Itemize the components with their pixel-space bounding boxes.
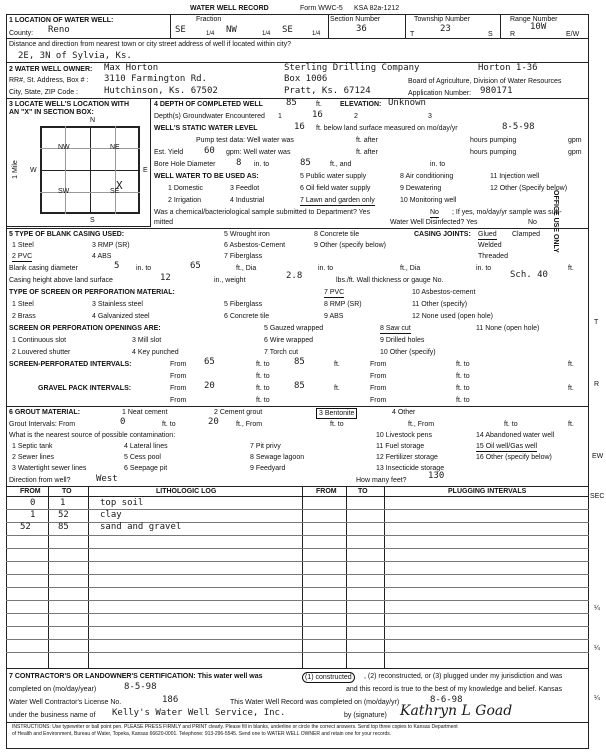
- log-row-to: 85: [58, 522, 69, 532]
- margin-r: R: [594, 381, 600, 388]
- margin-ew: EW: [592, 453, 604, 460]
- well-name: Horton 1-36: [478, 63, 538, 73]
- screen-2: 2 Brass: [12, 313, 36, 320]
- casing-1: 1 Steel: [12, 242, 34, 249]
- screen-intervals-label: SCREEN-PERFORATED INTERVALS:: [9, 361, 132, 368]
- sp-from-label-2: From: [370, 361, 387, 368]
- casing-2-selected: 2 PVC: [12, 253, 33, 260]
- openings-label: SCREEN OR PERFORATION OPENINGS ARE:: [9, 325, 161, 332]
- feet-label: How many feet?: [356, 477, 407, 484]
- application-label: Application Number:: [408, 90, 472, 97]
- fraction-2: NW: [226, 25, 237, 35]
- gw3-index: 3: [428, 113, 432, 120]
- record-completed-label: This Water Well Record was completed on (mo/day/yr): [230, 699, 400, 706]
- gp-ft-2: ft.: [568, 385, 574, 392]
- log-to-header: TO: [62, 488, 72, 495]
- gauge-value: Sch. 40: [510, 270, 548, 280]
- distance-label: Distance and direction from nearest town or city street address of well if located within city?: [9, 41, 292, 48]
- casing-in-to-2: in. to: [318, 265, 334, 272]
- grout-ft-from-2: ft., From: [408, 421, 435, 428]
- contam-14: 14 Abandoned water well: [476, 432, 555, 439]
- screen-7-selected: 7 PVC: [324, 289, 345, 296]
- sp-from-label: From: [170, 361, 187, 368]
- contamination-label: What is the nearest source of possible contamination:: [9, 432, 176, 439]
- contam-5: 5 Cess pool: [124, 454, 161, 461]
- pump-test-label: Pump test data: Well water was: [196, 137, 294, 144]
- section5-label: 5 TYPE OF BLANK CASING USED:: [9, 231, 125, 238]
- record-completed-date: 8-6-98: [430, 695, 463, 705]
- use-label: WELL WATER TO BE USED AS:: [154, 173, 259, 180]
- grout-ft: ft.: [568, 421, 574, 428]
- constructed-selected: (1) constructed: [302, 672, 355, 683]
- contam-9: 9 Feedyard: [250, 465, 286, 472]
- margin-quarter-3: ¼: [594, 695, 600, 702]
- completed-label: completed on (mo/day/year): [9, 686, 97, 693]
- screen-8: 8 RMP (SR): [324, 301, 362, 308]
- gp2-to-label-2: ft. to: [456, 397, 470, 404]
- gw1-index: 1: [278, 113, 282, 120]
- casing-dia-to: 65: [190, 261, 201, 271]
- chem-rest: ; If yes, mo/day/yr sample was sub-: [452, 209, 562, 216]
- joint-welded: Welded: [478, 242, 502, 249]
- quad-sw: SW: [58, 188, 70, 195]
- depth-ft: ft.: [316, 101, 322, 108]
- screen-12: 12 None used (open hole): [412, 313, 493, 320]
- grout-from: 0: [120, 417, 126, 427]
- log-row-from: 0: [30, 498, 36, 508]
- disinfected-no: No: [528, 219, 537, 226]
- opening-1: 1 Continuous slot: [12, 337, 67, 344]
- quarter-2: 1/4: [262, 31, 271, 37]
- contam-1: 1 Septic tank: [12, 443, 53, 450]
- owner-address: 3110 Farmington Rd.: [104, 74, 207, 84]
- casing-in-to-3: in. to: [476, 265, 492, 272]
- casing-9: 9 Other (specify below): [314, 242, 386, 249]
- plug-to-header: TO: [358, 488, 368, 495]
- screen-4: 4 Galvanized steel: [92, 313, 150, 320]
- use-7-selected: 7 Lawn and garden only: [300, 197, 375, 204]
- sp2-from-label-2: From: [370, 373, 387, 380]
- gp-from-label: From: [170, 385, 187, 392]
- certification-label: 7 CONTRACTOR'S OR LANDOWNER'S CERTIFICATION: This water well was: [9, 673, 263, 680]
- opening-11: 11 None (open hole): [476, 325, 540, 332]
- log-row-desc: top soil: [100, 498, 144, 508]
- pump-gpm: gpm: [568, 137, 582, 144]
- distance-value: 2E, 3N of Sylvia, Ks.: [18, 51, 132, 61]
- use-2: 2 Irrigation: [168, 197, 202, 204]
- direction-value: West: [96, 474, 118, 484]
- owner-name: Max Horton: [104, 63, 159, 73]
- joint-clamped: Clamped: [512, 231, 541, 238]
- gp2-from-label-2: From: [370, 397, 387, 404]
- fraction-3: SE: [282, 25, 293, 35]
- depth-label: 4 DEPTH OF COMPLETED WELL: [154, 101, 263, 108]
- casing-ft-dia-2: ft., Dia: [400, 265, 421, 272]
- section1-label: 1 LOCATION OF WATER WELL:: [9, 17, 114, 24]
- wall-thickness-label: lbs./ft. Wall thickness or gauge No.: [336, 277, 444, 284]
- screen-5: 5 Fiberglass: [224, 301, 263, 308]
- section-number: 36: [356, 24, 367, 34]
- casing-weight-label: in., weight: [214, 277, 246, 284]
- grout-4: 4 Other: [392, 409, 416, 416]
- plugging-intervals-header: PLUGGING INTERVALS: [448, 488, 527, 495]
- bore-label: Bore Hole Diameter: [154, 161, 216, 168]
- grout-ft-to: ft. to: [162, 421, 176, 428]
- quarter-1: 1/4: [206, 31, 215, 37]
- disinfected-label: Water Well Disinfected? Yes: [390, 219, 478, 226]
- elevation-value: Unknown: [388, 98, 426, 108]
- sp-to-label-2: ft. to: [456, 361, 470, 368]
- range-ew: E/W: [566, 31, 580, 38]
- log-row-from: 1: [30, 510, 36, 520]
- fraction-1: SE: [175, 25, 186, 35]
- contam-7: 7 Pit privy: [250, 443, 281, 450]
- chem-mitted: mitted: [154, 219, 174, 226]
- sp-from: 65: [204, 357, 215, 367]
- instructions-line-2: of Health and Environment, Bureau of Water, Topeka, Kansas 66620-0001. Telephone: 913-296-5545. Send one to WATER WELL OWNER and retain one for your records.: [12, 731, 392, 737]
- quad-se: SE: [110, 188, 120, 195]
- opening-3: 3 Mill slot: [132, 337, 162, 344]
- margin-sec: SEC: [590, 493, 605, 500]
- screen-1: 1 Steel: [12, 301, 34, 308]
- yield-gpm: gpm: [568, 149, 582, 156]
- log-row-from: 52: [20, 522, 31, 532]
- screen-3: 3 Stainless steel: [92, 301, 143, 308]
- casing-7: 7 Fiberglass: [224, 253, 263, 260]
- screen-6: 6 Concrete tile: [224, 313, 270, 320]
- section6-label: 6 GROUT MATERIAL:: [9, 409, 81, 416]
- township-number: 23: [440, 24, 451, 34]
- township-number-label: Township Number: [414, 16, 471, 23]
- sp2-from-label: From: [170, 373, 187, 380]
- log-row-to: 52: [58, 510, 69, 520]
- ksa-reference: KSA 82a-1212: [354, 5, 400, 12]
- sp-ft: ft.: [334, 361, 340, 368]
- gw2-index: 2: [354, 113, 358, 120]
- contam-8: 8 Sewage lagoon: [250, 454, 305, 461]
- business-name-label: under the business name of: [9, 712, 96, 719]
- yield-after: ft. after: [356, 149, 378, 156]
- opening-6: 6 Wire wrapped: [264, 337, 314, 344]
- opening-4: 4 Key punched: [132, 349, 179, 356]
- use-5: 5 Public water supply: [300, 173, 367, 180]
- use-8: 8 Air conditioning: [400, 173, 454, 180]
- contam-15-selected: 15 Oil well/Gas well: [476, 443, 538, 450]
- certification-line2-rest: and this record is true to the best of my knowledge and belief. Kansas: [346, 686, 562, 693]
- gp-ft: ft.: [334, 385, 340, 392]
- static-desc: ft. below land surface measured on mo/day/yr: [316, 125, 458, 132]
- screen-material-label: TYPE OF SCREEN OR PERFORATION MATERIAL:: [9, 289, 175, 296]
- bore-ft-and: ft., and: [330, 161, 352, 168]
- license-number: 186: [162, 695, 179, 705]
- location-x-mark: X: [116, 179, 123, 192]
- office-use-only: OFFICE USE ONLY: [552, 190, 559, 253]
- static-label: WELL'S STATIC WATER LEVEL: [154, 125, 258, 132]
- county-label: County:: [9, 30, 34, 37]
- elevation-label: ELEVATION:: [340, 101, 382, 108]
- city-state-label: City, State, ZIP Code :: [9, 89, 78, 96]
- yield-value: 60: [204, 146, 215, 156]
- use-6: 6 Oil field water supply: [300, 185, 371, 192]
- use-1: 1 Domestic: [168, 185, 204, 192]
- owner-city: Hutchinson, Ks. 67502: [104, 86, 218, 96]
- opening-10: 10 Other (specify): [380, 349, 436, 356]
- use-11: 11 Injection well: [490, 173, 540, 180]
- casing-4: 4 ABS: [92, 253, 112, 260]
- bore-value: 8: [236, 158, 242, 168]
- screen-9: 9 ABS: [324, 313, 344, 320]
- casing-8: 8 Concrete tile: [314, 231, 360, 238]
- fraction-label: Fraction: [196, 16, 222, 23]
- opening-8-selected: 8 Saw cut: [380, 325, 411, 332]
- range-number-label: Range Number: [510, 16, 558, 23]
- casing-joints-label: CASING JOINTS:: [414, 231, 471, 238]
- business-name: Kelly's Water Well Service, Inc.: [112, 708, 286, 718]
- use-4: 4 Industrial: [230, 197, 265, 204]
- section3-label-2: AN "X" IN SECTION BOX:: [9, 109, 94, 116]
- casing-6: 6 Asbestos-Cement: [224, 242, 286, 249]
- mile-label: 1 Mile: [11, 160, 19, 179]
- grout-3-selected: 3 Bentonite: [316, 408, 357, 419]
- grout-to: 20: [208, 417, 219, 427]
- casing-3: 3 RMP (SR): [92, 242, 130, 249]
- gp-to: 85: [294, 381, 305, 391]
- bore-in-to: in. to: [254, 161, 270, 168]
- board-label: Board of Agriculture, Division of Water Resources: [408, 78, 562, 85]
- range-r: R: [510, 31, 516, 38]
- quarter-3: 1/4: [312, 31, 321, 37]
- driller-city: Pratt, Ks. 67124: [284, 86, 371, 96]
- application-number: 980171: [480, 86, 513, 96]
- compass-e: E: [143, 167, 148, 174]
- margin-t: T: [594, 319, 599, 326]
- contam-13: 13 Insecticide storage: [376, 465, 445, 472]
- contam-11: 11 Fuel storage: [376, 443, 425, 450]
- township-t: T: [410, 31, 415, 38]
- plug-from-header: FROM: [316, 488, 337, 495]
- casing-weight: 2.8: [286, 271, 303, 281]
- casing-height-label: Casing height above land surface: [9, 277, 113, 284]
- direction-label: Direction from well?: [9, 477, 71, 484]
- gp-to-label-2: ft. to: [456, 385, 470, 392]
- opening-2: 2 Louvered shutter: [12, 349, 71, 356]
- contam-2: 2 Sewer lines: [12, 454, 55, 461]
- pump-after: ft. after: [356, 137, 378, 144]
- form-title: WATER WELL RECORD: [190, 5, 269, 12]
- chem-label: Was a chemical/bacteriological sample submitted to Department? Yes: [154, 209, 371, 216]
- bore-in-to-2: in. to: [430, 161, 446, 168]
- section-number-label: Section Number: [330, 16, 381, 23]
- use-9: 9 Dewatering: [400, 185, 442, 192]
- contam-4: 4 Lateral lines: [124, 443, 168, 450]
- yield-label: Est. Yield: [154, 149, 184, 156]
- screen-11: 11 Other (specify): [412, 301, 468, 308]
- sp2-to-label-2: ft. to: [456, 373, 470, 380]
- sp-to: 85: [294, 357, 305, 367]
- grout-2: 2 Cement grout: [214, 409, 263, 416]
- log-row-desc: clay: [100, 510, 122, 520]
- contam-16: 16 Other (specify below): [476, 454, 552, 461]
- township-s: S: [488, 31, 493, 38]
- signature: Kathryn L Goad: [400, 703, 513, 719]
- bore-to: 85: [300, 158, 311, 168]
- grout-1: 1 Neat cement: [122, 409, 168, 416]
- yield-gpm-label: gpm: Well water was: [226, 149, 291, 156]
- sp2-to-label: ft. to: [256, 373, 270, 380]
- range-number: 10W: [530, 22, 547, 32]
- gp-from-label-2: From: [370, 385, 387, 392]
- casing-dia: 5: [114, 261, 120, 271]
- lithologic-log-header: LITHOLOGIC LOG: [156, 488, 217, 495]
- log-row-desc: sand and gravel: [100, 522, 182, 532]
- margin-quarter-1: ¼: [594, 605, 600, 612]
- gw1-value: 16: [312, 110, 323, 120]
- quad-nw: NW: [58, 144, 70, 151]
- opening-9: 9 Drilled holes: [380, 337, 425, 344]
- casing-ft: ft.: [568, 265, 574, 272]
- section3-label: 3 LOCATE WELL'S LOCATION WITH: [9, 101, 130, 108]
- opening-7: 7 Torch cut: [264, 349, 299, 356]
- gp-to-label: ft. to: [256, 385, 270, 392]
- static-value: 16: [294, 122, 305, 132]
- margin-quarter-2: ¼: [594, 645, 600, 652]
- use-10: 10 Monitoring well: [400, 197, 457, 204]
- compass-w: W: [30, 167, 37, 174]
- contam-10: 10 Livestock pens: [376, 432, 433, 439]
- sp-ft-2: ft.: [568, 361, 574, 368]
- instructions-line-1: INSTRUCTIONS: Use typewriter or ball point pen. PLEASE PRESS FIRMLY and PRINT clearly. Please fill in blanks, underline or circle the correct answers. Send top three copies to Kansas Department: [12, 724, 458, 730]
- contam-6: 6 Seepage pit: [124, 465, 168, 472]
- chem-no-selected: No: [430, 209, 439, 216]
- depth-value: 85: [286, 98, 297, 108]
- completed-date: 8-5-98: [124, 682, 157, 692]
- casing-dia-label: Blank casing diameter: [9, 265, 78, 272]
- certification-line1-rest: , (2) reconstructed, or (3) plugged under my jurisdiction and was: [364, 673, 563, 680]
- use-12: 12 Other (Specify below): [490, 185, 568, 192]
- compass-n: N: [90, 117, 96, 124]
- gp2-to-label: ft. to: [256, 397, 270, 404]
- section2-label: 2 WATER WELL OWNER:: [9, 66, 93, 73]
- groundwater-label: Depth(s) Groundwater Encountered: [154, 113, 265, 120]
- grout-ft-to-2: ft. to: [330, 421, 344, 428]
- gravel-pack-label: GRAVEL PACK INTERVALS:: [38, 385, 132, 392]
- casing-in-to: in. to: [136, 265, 152, 272]
- driller-name: Sterling Drilling Company: [284, 63, 420, 73]
- yield-hours: hours pumping: [470, 149, 517, 156]
- joint-threaded: Threaded: [478, 253, 508, 260]
- gp-from: 20: [204, 381, 215, 391]
- screen-10: 10 Asbestos-cement: [412, 289, 476, 296]
- compass-s: S: [90, 217, 95, 224]
- joint-glued-selected: Glued: [478, 231, 497, 238]
- driller-box: Box 1006: [284, 74, 328, 84]
- grout-intervals-label: Grout Intervals: From: [9, 421, 76, 428]
- quad-ne: NE: [110, 144, 120, 151]
- license-label: Water Well Contractor's License No.: [9, 699, 122, 706]
- static-date: 8-5-98: [502, 122, 535, 132]
- pump-hours: hours pumping: [470, 137, 517, 144]
- sp-to-label: ft. to: [256, 361, 270, 368]
- use-3: 3 Feedlot: [230, 185, 260, 192]
- log-from-header: FROM: [20, 488, 41, 495]
- casing-ft-dia: ft., Dia: [236, 265, 257, 272]
- grout-ft-to-3: ft. to: [504, 421, 518, 428]
- casing-5: 5 Wrought iron: [224, 231, 270, 238]
- opening-5: 5 Gauzed wrapped: [264, 325, 324, 332]
- rr-address-label: RR#, St. Address, Box # :: [9, 77, 89, 84]
- signature-label: by (signature): [344, 712, 387, 719]
- county-value: Reno: [48, 25, 70, 35]
- gp2-from-label: From: [170, 397, 187, 404]
- log-row-to: 1: [60, 498, 66, 508]
- contam-3: 3 Watertight sewer lines: [12, 465, 87, 472]
- grout-ft-from: ft., From: [236, 421, 263, 428]
- contam-12: 12 Fertilizer storage: [376, 454, 438, 461]
- feet-value: 130: [428, 471, 445, 481]
- casing-height: 12: [160, 273, 171, 283]
- form-number: Form WWC-5: [300, 5, 343, 12]
